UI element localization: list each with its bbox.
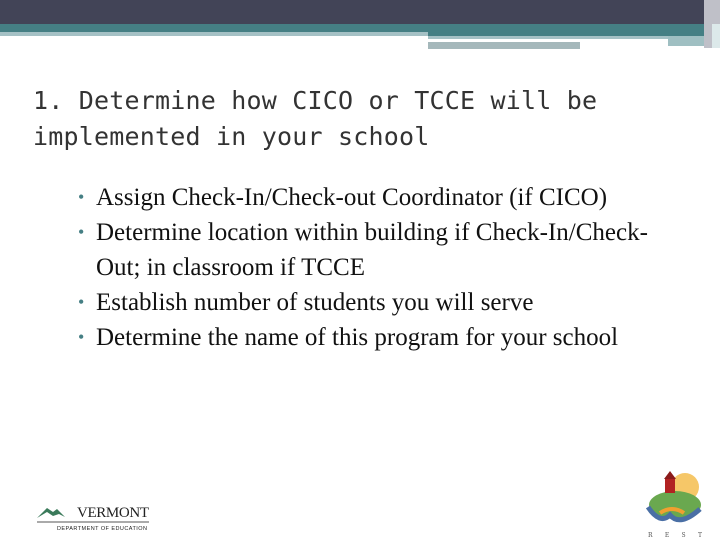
header-bar [0,0,720,24]
bullet-text: Determine location within building if Check-In/Check-Out; in classroom if TCCE [96,219,648,281]
svg-text:R E S T: R E S T [648,532,702,539]
header-accent-light [428,36,668,39]
bullet-list [78,180,678,355]
svg-text:VERMONT: VERMONT [77,505,149,521]
bullet-item [78,215,678,285]
bullet-icon: • [78,187,85,207]
header-accent-light [0,32,428,36]
bullet-item [78,320,678,355]
bullet-text: Establish number of students you will serve [96,289,534,316]
bullet-text: Determine the name of this program for your school [96,324,619,351]
slide-title: 1. Determine how CICO or TCCE will be implemented in your school [33,85,598,151]
vermont-doe-logo [35,500,150,532]
header-accent [0,24,710,32]
bullet-icon: • [78,292,85,312]
bullet-item [78,180,678,215]
bullet-icon: • [78,327,85,347]
bullet-text: Assign Check-In/Check-out Coordinator (if CICO) [96,184,608,211]
bullet-item [78,285,678,320]
bullet-icon: • [78,222,85,242]
header-accent-light [428,42,580,49]
svg-text:DEPARTMENT OF EDUCATION: DEPARTMENT OF EDUCATION [57,526,147,532]
rest-logo [640,465,710,540]
header-edge [712,24,720,48]
